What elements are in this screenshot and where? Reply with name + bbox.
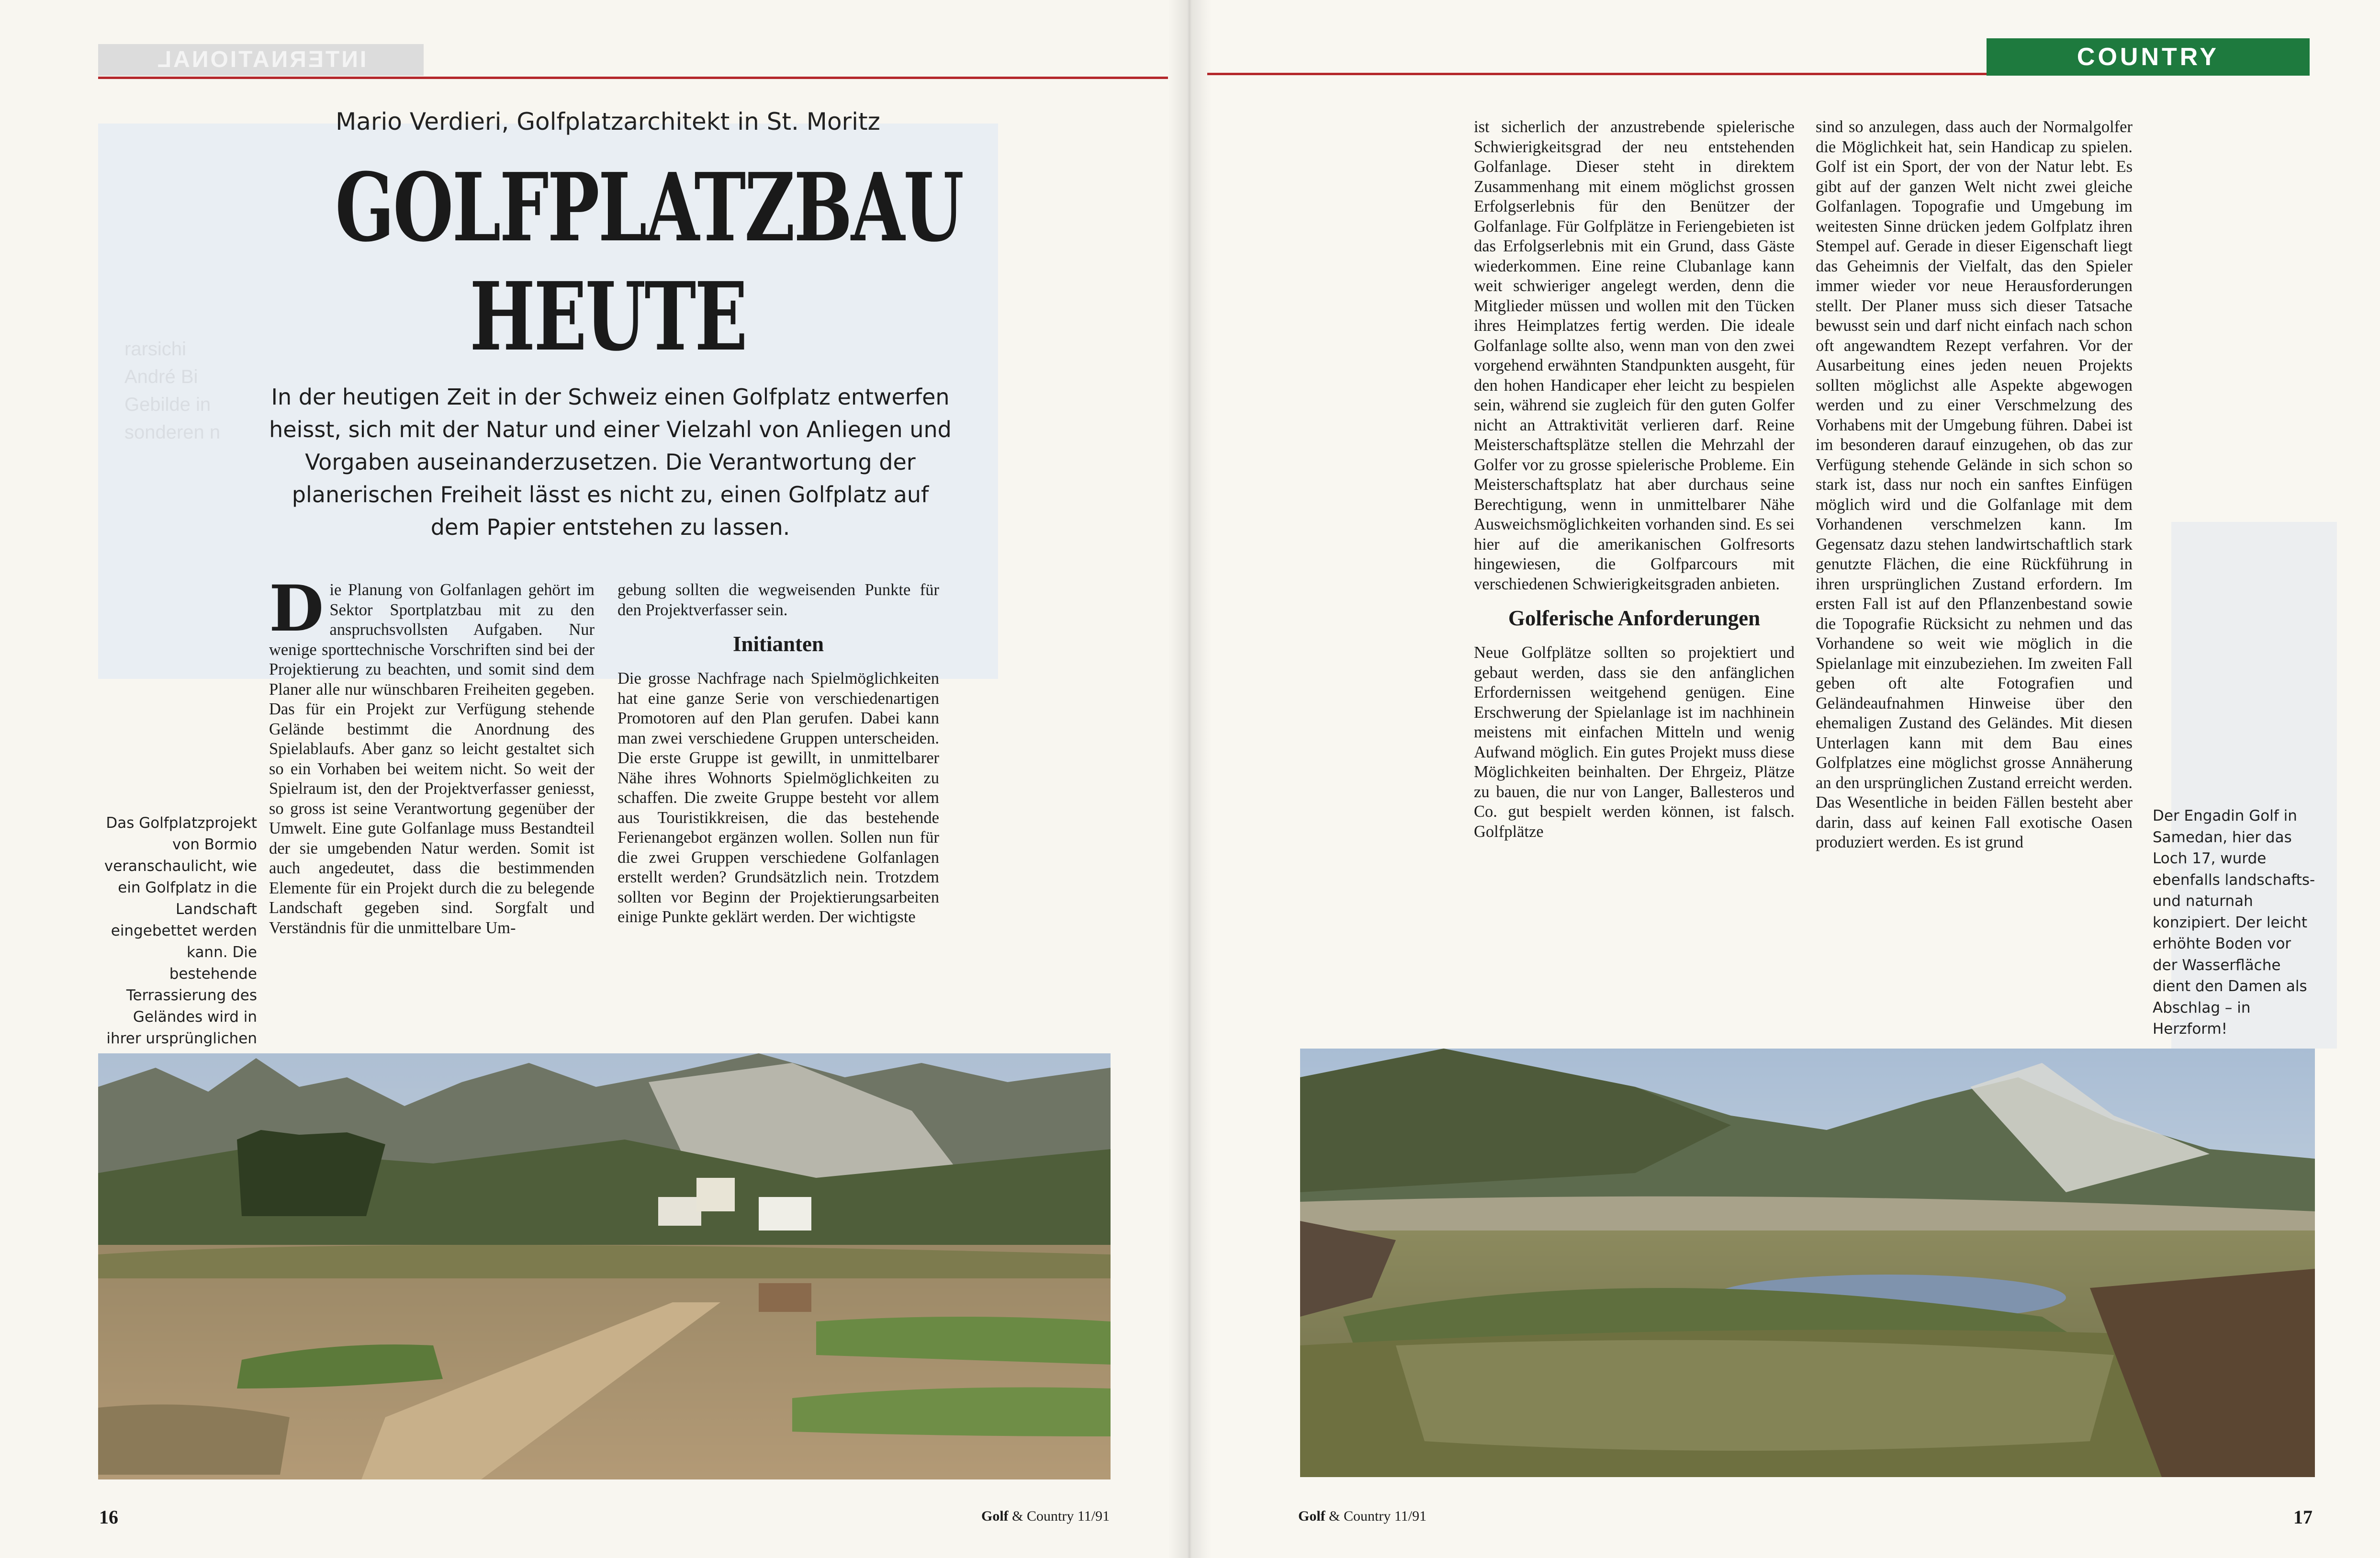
page-number-right: 17 [2293,1506,2313,1528]
magazine-name-suffix-right: & Country [1329,1508,1391,1524]
lead-paragraph: In der heutigen Zeit in der Schweiz einen Golfplatz entwerfen heisst, sich mit der Natur und einer Vielzahl von Anliegen und Vorgaben auseinanderzusetzen. Die Verantwortung der planerischen Freiheit lässt es nicht zu, einen Golfplatz auf dem Papier entstehen zu lassen. [269,384,952,540]
issue-number-right: 11/91 [1394,1508,1427,1524]
magazine-name-suffix: & Country [1012,1508,1074,1524]
article-column-4 [1816,117,2133,853]
subheading-golferische-anforderungen: Golferische Anforderungen [1508,606,1761,630]
column-2-text-a: gebung sollten die wegweisenden Punkte für den Projektverfasser sein. [617,581,939,619]
show-through-text: rarsichi André Bi Gebilde in sonderen n [124,339,221,443]
column-3-text-a: ist sicherlich der anzustrebende spielerische Schwierigkeitsgrad der neu entstehenden Golfanlage. Dieser steht in direktem Zusammenhang mit einem möglichst grossen Erfolgserlebnis für den Benützer der Golfanlage. Für Golfplätze in Feriengebieten ist das Erfolgserlebnis mit ein Grund, dass Gäste wiederkommen. Eine reine Clubanlage kann weit schwieriger angelegt werden, denn die Mitglieder müssen und wollen mit den Tücken ihres Heimplatzes fertig werden. Die ideale Golfanlage sollte also, wenn man von den zwei vorgehend erwähnten Standpunkten ausgeht, für den hohen Handicaper eher leicht zu bespielen sein, während sie zugleich für den guten Golfer nicht an Attraktivität verlieren darf. Reine Meisterschaftsplätze stellen die Mehrzahl der Golfer vor zu grosse spielerische Probleme. Ein Meisterschaftsplatz hat aber durchaus seine Berechtigung, wenn in unmittelbarer Nähe Ausweichsmöglichkeiten vorhanden sind. Es sei hier auf die amerikanischen Golfresorts hingewiesen, die Golfparcours mit verschiedenen Schwierigkeitsgraden anbieten. [1474,118,1795,593]
column-3-text-b: Neue Golfplätze sollten so projektiert und gebaut werden, dass sie den anfänglichen Erfordernissen weitgehend genügen. Eine Erschwerung der Spielanlage ist im nachhinein meistens mit einfachen Mitteln und wenig Aufwand möglich. Ein gutes Projekt muss diese Möglichkeiten beinhalten. Der Ehrgeiz, Plätze zu bauen, die nur von Langer, Ballesteros und Co. gut bespielt werden können, ist falsch. Golfplätze [1474,644,1795,841]
drop-cap: D [269,572,324,646]
right-page [1190,0,2380,1558]
folio-right [1298,1508,1426,1524]
photo-caption-right: Der Engadin Golf in Samedan, hier das Loch 17, wurde ebenfalls landschafts- und naturnah konzipiert. Der leicht erhöhte Boden vor der Wasserfläche dient den Damen als Abschlag – in Herzform! [2153,807,2315,1038]
binding-gutter [1168,0,1211,1558]
magazine-name-right: Golf [1298,1508,1325,1524]
magazine-name: Golf [981,1508,1009,1524]
header-rule-right [1207,73,1997,75]
samedan-hole17-photo [1300,1049,2315,1477]
column-1-text: ie Planung von Golfanlagen gehört im Sektor Sportplatzbau mit zu den anspruchsvollsten Aufgaben. Nur wenige sporttechnische Vorschriften sind bei der Projektierung zu beachten, und somit sind dem Planer alle nur wünschbaren Freiheiten gegeben. Das für ein Projekt zur Verfügung stehende Gelände bestimmt die Anordnung des Spielablaufs. Aber ganz so leicht gestaltet sich so ein Vorhaben bei weitem nicht. So weit der Spielraum ist, den der Projektverfasser geniesst, so gross ist seine Verantwortung gegenüber der Umwelt. Eine gute Golfanlage muss Bestandteil der sie umgebenden Natur werden. Somit ist auch angedeutet, dass die bestimmenden Elemente für ein Projekt durch die zu belegende Landschaft gegeben sind. Sorgfalt und Verständnis für die unmittelbare Um- [269,581,595,937]
article-column-2 [617,580,939,927]
section-tag-country: COUNTRY [1987,38,2310,76]
photo-caption-left: Das Golfplatzprojekt von Bormio veranschaulicht, wie ein Golfplatz in die Landschaft eingebettet werden kann. Die bestehende Terrassierung des Geländes wird in ihrer ursprünglichen [104,814,257,1047]
subheading-initianten: Initianten [732,632,824,656]
column-4-text: sind so anzulegen, dass auch der Normalgolfer die Möglichkeit hat, sein Handicap zu spielen. Golf ist ein Sport, der von der Natur lebt. Es gibt auf der ganzen Welt nicht zwei gleiche Golfanlagen. Topografie und Umgebung im weitesten Sinne drücken jedem Golfplatz ihren Stempel auf. Gerade in dieser Eigenschaft liegt das Geheimnis der Vielfalt, das den Spieler immer wieder vor neue Herausforderungen stellt. Der Planer muss sich dieser Tatsache bewusst sein und darf nicht einfach nach schon oft angewandtem Rezept verfahren. Vor der Ausarbeitung eines jeden neuen Projekts sollten möglichst alle Aspekte abgewogen werden und zu einer Verschmelzung des Vorhabens mit der Umgebung führen. Dabei ist im besonderen darauf einzugehen, ob das zur Verfügung stehende Gelände in sich schon so stark ist, dass nur noch ein sanftes Einfügen möglich wird und die Golfanlage mit dem Vorhandenen verschmelzen kann. Im Gegensatz dazu stehen landwirtschaftlich stark genutzte Flächen, die eine Rückführung in ihren ursprünglichen Zustand erfordern. Im ersten Fall ist auf den Pflanzenbestand sowie die Topografie Rücksicht zu nehmen und das Vorhandene so weit wie möglich in die Spielanlage mit einzubeziehen. Im zweiten Fall geben oft alte Fotografien und Geländeaufnahmen Hinweise über den ehemaligen Zustand des Geländes. Mit diesen Unterlagen kann mit dem Bau eines Golfplatzes eine möglichst grosse Annäherung an den ursprünglichen Zustand erreicht werden. Das Wesentliche in beiden Fällen besteht aber darin, dass auf keinen Fall exotische Oasen produziert werden. Es ist grund [1816,118,2133,851]
title-line-2: HEUTE [470,262,746,372]
page-number-left: 16 [99,1506,118,1528]
bormio-landscape-photo [98,1053,1111,1479]
title-line-1: GOLFPLATZBAU [335,153,963,263]
header-rule [98,77,1168,79]
author-line: Mario Verdieri, Golfplatzarchitekt in St. Moritz [336,108,880,135]
article-column-3 [1474,117,1795,842]
article-column-1 [269,572,595,938]
page-title [335,153,963,372]
section-tag-mirrored: INTERNATIONAL [98,44,424,76]
column-2-text-b: Die grosse Nachfrage nach Spielmöglichkeiten hat eine ganze Serie von verschiedenartigen Promotoren auf den Plan gerufen. Dabei kann man zwei verschiedene Gruppen unterscheiden. Die erste Gruppe ist gewillt, in unmittelbarer Nähe ihres Wohnorts Spielmöglichkeiten zu schaffen. Die zweite Gruppe besteht vor allem aus Touristikkreisen, die das bestehende Ferienangebot ergänzen wollen. Sollen nun für die zwei Gruppen verschiedene Golfanlagen erstellt werden? Grundsätzlich nein. Trotzdem sollten vor Beginn der Projektierungsarbeiten einige Punkte geklärt werden. Der wichtigste [617,669,939,926]
folio-left [981,1508,1110,1524]
issue-number: 11/91 [1077,1508,1110,1524]
